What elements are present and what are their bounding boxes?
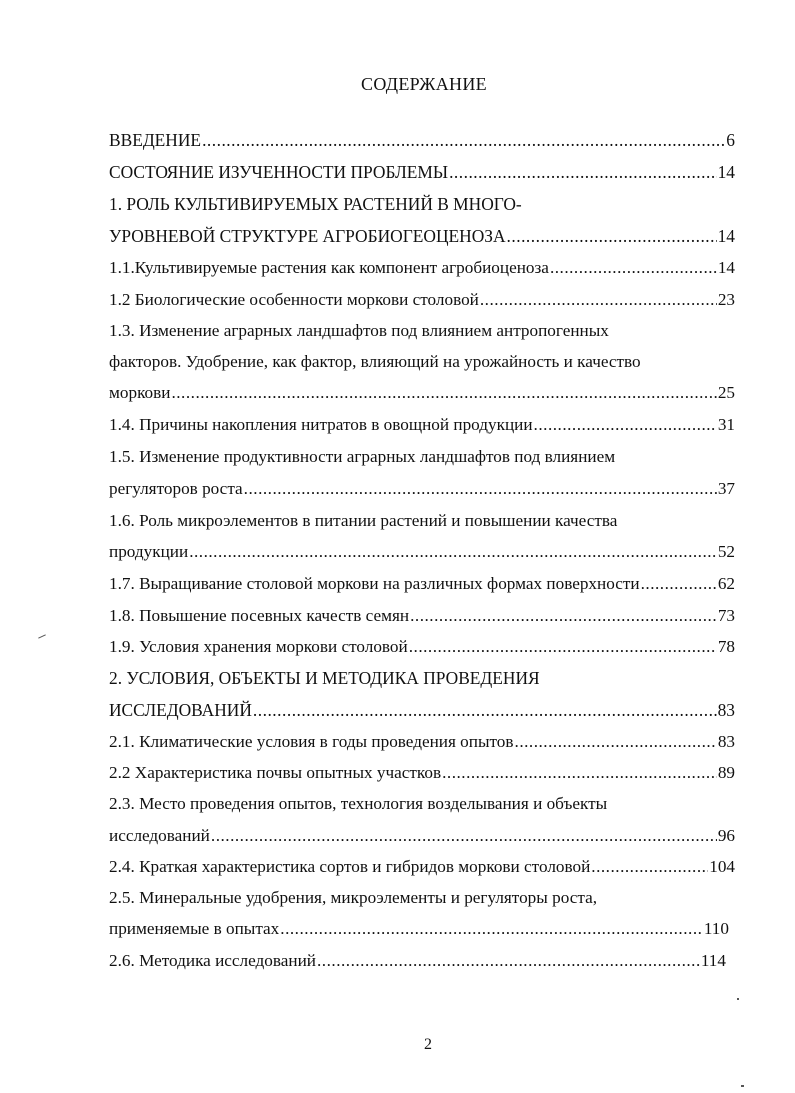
toc-entry-2-2[interactable] xyxy=(109,762,735,784)
toc-leader-dots xyxy=(641,573,717,595)
toc-entry-2-4[interactable] xyxy=(109,856,735,878)
toc-entry-text: применяемые в опытах xyxy=(109,919,280,938)
toc-entry-page: 78 xyxy=(717,637,735,656)
toc-leader-dots xyxy=(244,478,717,500)
toc-entry-page: 73 xyxy=(717,606,735,625)
toc-entry-text: УРОВНЕВОЙ СТРУКТУРЕ АГРОБИОГЕОЦЕНОЗА xyxy=(109,226,506,246)
toc-entry-introduction[interactable] xyxy=(109,129,735,151)
toc-leader-dots xyxy=(534,414,717,436)
toc-entry-page: 52 xyxy=(717,542,735,561)
toc-entry-text: 1.1.Культивируемые растения как компонент агробиоценоза xyxy=(109,258,549,277)
toc-entry-1-6[interactable] xyxy=(109,541,735,563)
toc-entry-page: 25 xyxy=(717,383,735,402)
toc-entry-text: моркови xyxy=(109,383,171,402)
toc-entry-page: 110 xyxy=(703,919,729,938)
toc-entry-page: 83 xyxy=(717,700,735,720)
toc-entry-page: 89 xyxy=(717,763,735,782)
toc-leader-dots xyxy=(409,636,717,658)
toc-entry-text: продукции xyxy=(109,542,189,561)
toc-entry-state-of-research[interactable] xyxy=(109,161,735,183)
toc-leader-dots xyxy=(550,257,717,279)
page-number: 2 xyxy=(424,1036,432,1053)
toc-leader-dots xyxy=(171,382,716,404)
toc-entry-text: СОСТОЯНИЕ ИЗУЧЕННОСТИ ПРОБЛЕМЫ xyxy=(109,162,449,182)
toc-entry-page: 114 xyxy=(700,951,726,970)
toc-entry-page: 96 xyxy=(717,826,735,845)
toc-entry-1-5[interactable] xyxy=(109,478,735,500)
toc-leader-dots xyxy=(410,605,717,627)
page-title: СОДЕРЖАНИЕ xyxy=(361,74,487,94)
toc-entry-text: 1.2 Биологические особенности моркови столовой xyxy=(109,290,479,309)
toc-leader-dots xyxy=(317,950,700,972)
toc-entry-page: 104 xyxy=(709,857,735,876)
toc-entry-2-6[interactable] xyxy=(109,950,726,972)
toc-entry-2-5[interactable] xyxy=(109,918,729,940)
toc-entry-1-3-line1[interactable]: 1.3. Изменение аграрных ландшафтов под влиянием антропогенных xyxy=(109,321,609,340)
toc-entry-page: 14 xyxy=(717,162,735,182)
toc-entry-text: 2.1. Климатические условия в годы проведения опытов xyxy=(109,732,514,751)
toc-entry-text: 1.7. Выращивание столовой моркови на различных формах поверхности xyxy=(109,574,640,593)
toc-leader-dots xyxy=(442,762,717,784)
toc-entry-chapter-2-line1[interactable]: 2. УСЛОВИЯ, ОБЪЕКТЫ И МЕТОДИКА ПРОВЕДЕНИЯ xyxy=(109,668,540,688)
toc-entry-text: исследований xyxy=(109,826,210,845)
toc-entry-text: 2.2 Характеристика почвы опытных участков xyxy=(109,763,442,782)
toc-entry-2-3-line1[interactable]: 2.3. Место проведения опытов, технология возделывания и объекты xyxy=(109,794,608,813)
toc-entry-2-3[interactable] xyxy=(109,825,735,847)
scan-speck xyxy=(38,634,46,638)
toc-entry-page: 83 xyxy=(717,732,735,751)
toc-entry-page: 6 xyxy=(726,130,735,150)
toc-leader-dots xyxy=(591,856,708,878)
toc-leader-dots xyxy=(507,225,717,247)
toc-leader-dots xyxy=(211,825,717,847)
toc-entry-page: 62 xyxy=(717,574,735,593)
toc-entry-text: регуляторов роста xyxy=(109,479,243,498)
toc-entry-page: 31 xyxy=(717,415,735,434)
toc-entry-text: 1.4. Причины накопления нитратов в овощной продукции xyxy=(109,415,533,434)
toc-entry-text: 2.4. Краткая характеристика сортов и гибридов моркови столовой xyxy=(109,857,591,876)
toc-entry-chapter-1[interactable] xyxy=(109,225,735,247)
toc-entry-chapter-2[interactable] xyxy=(109,699,735,721)
toc-entry-1-6-line1[interactable]: 1.6. Роль микроэлементов в питании растений и повышении качества xyxy=(109,511,618,530)
toc-entry-page: 37 xyxy=(717,479,735,498)
toc-entry-2-1[interactable] xyxy=(109,731,735,753)
toc-entry-1-7[interactable] xyxy=(109,573,735,595)
toc-leader-dots xyxy=(449,161,717,183)
toc-leader-dots xyxy=(253,699,717,721)
toc-entry-1-3-line2[interactable]: факторов. Удобрение, как фактор, влияющий на урожайность и качество xyxy=(109,352,641,371)
toc-entry-1-5-line1[interactable]: 1.5. Изменение продуктивности аграрных ландшафтов под влиянием xyxy=(109,447,616,466)
toc-entry-page: 14 xyxy=(717,258,735,277)
scan-speck xyxy=(741,1085,744,1087)
toc-entry-1-3[interactable] xyxy=(109,382,735,404)
toc-entry-text: 1.8. Повышение посевных качеств семян xyxy=(109,606,410,625)
toc-entry-text: 1.9. Условия хранения моркови столовой xyxy=(109,637,408,656)
toc-leader-dots xyxy=(515,731,717,753)
toc-entry-page: 14 xyxy=(717,226,735,246)
toc-leader-dots xyxy=(189,541,717,563)
scan-speck xyxy=(737,998,739,1000)
toc-entry-1-9[interactable] xyxy=(109,636,735,658)
toc-entry-2-5-line1[interactable]: 2.5. Минеральные удобрения, микроэлементы и регуляторы роста, xyxy=(109,888,598,907)
toc-entry-1-4[interactable] xyxy=(109,414,735,436)
toc-entry-1-2[interactable] xyxy=(109,289,735,311)
toc-leader-dots xyxy=(280,918,703,940)
toc-entry-chapter-1-line1[interactable]: 1. РОЛЬ КУЛЬТИВИРУЕМЫХ РАСТЕНИЙ В МНОГО- xyxy=(109,194,522,214)
toc-entry-text: 2.6. Методика исследований xyxy=(109,951,316,970)
toc-entry-page: 23 xyxy=(717,290,735,309)
toc-entry-1-1[interactable] xyxy=(109,257,735,279)
toc-leader-dots xyxy=(202,129,725,151)
toc-entry-1-8[interactable] xyxy=(109,605,735,627)
toc-entry-text: ВВЕДЕНИЕ xyxy=(109,130,202,150)
toc-entry-text: ИССЛЕДОВАНИЙ xyxy=(109,700,252,720)
toc-leader-dots xyxy=(480,289,717,311)
